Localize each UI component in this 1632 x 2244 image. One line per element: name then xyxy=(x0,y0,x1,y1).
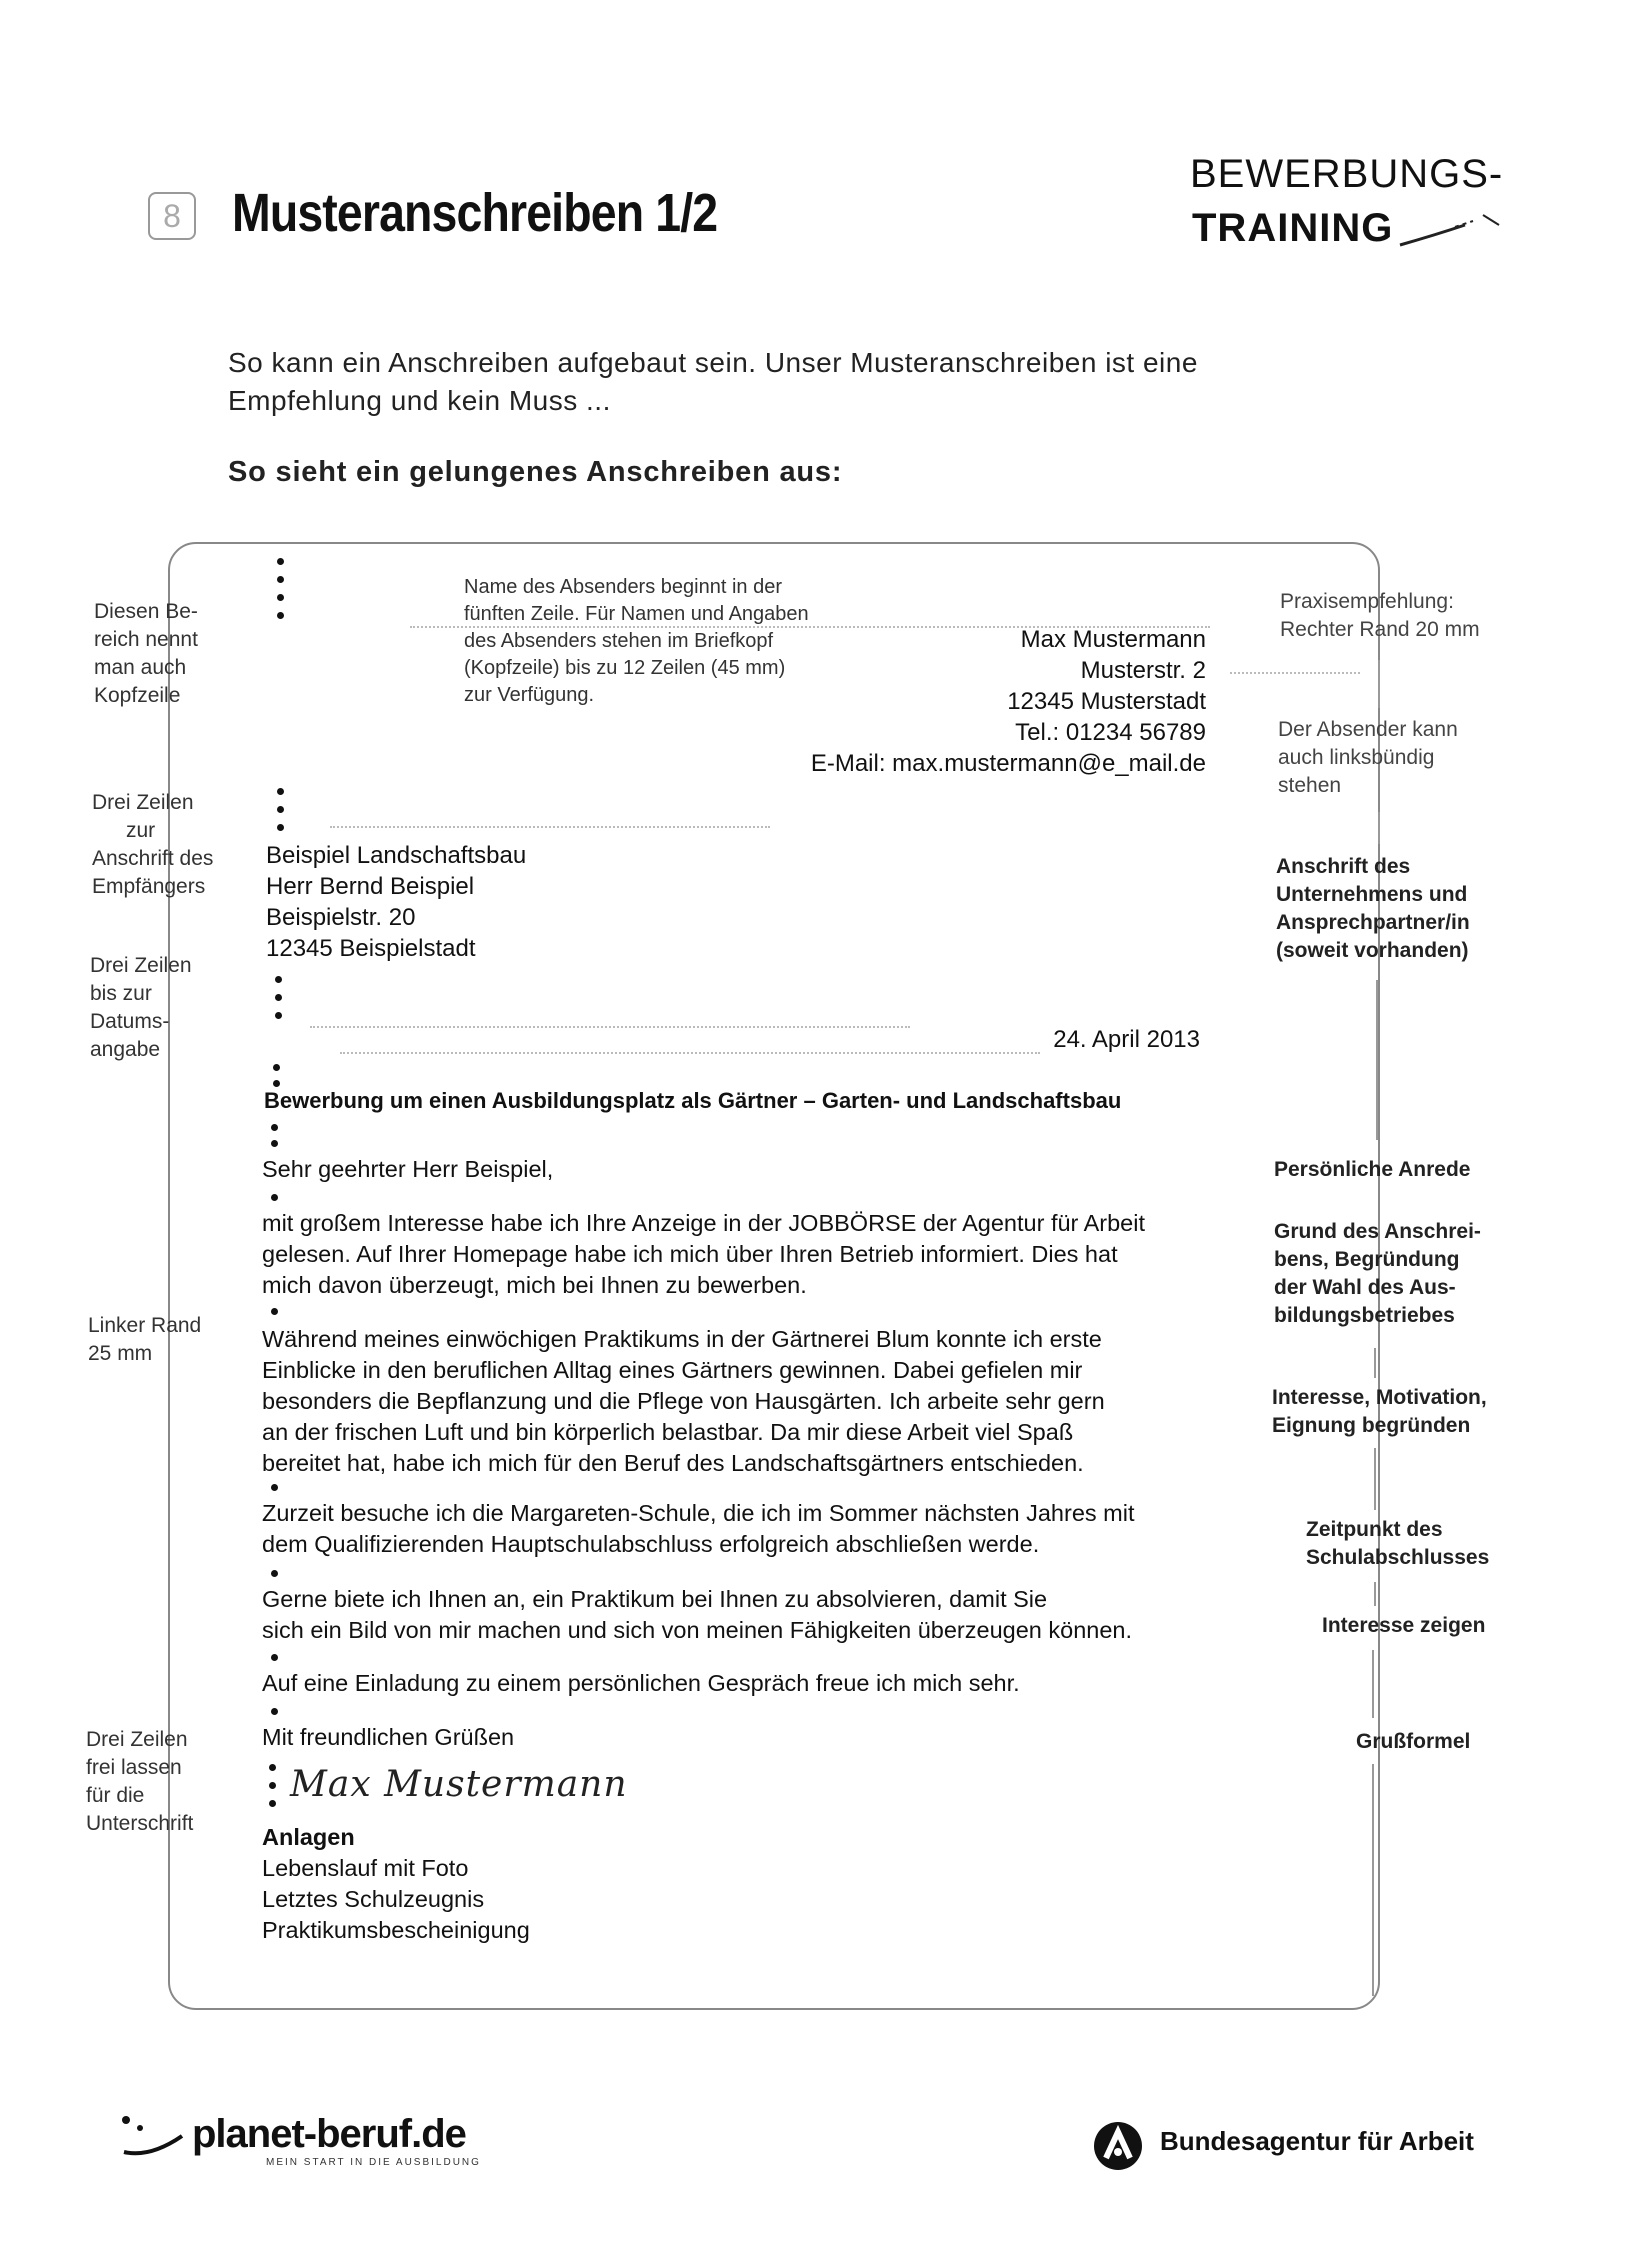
paragraph-line: Einblicke in den beruflichen Alltag eines Gärtners gewinnen. Dabei gefielen mir xyxy=(262,1357,1083,1383)
note-gruss xyxy=(1356,1728,1470,1756)
recipient-block xyxy=(266,840,526,964)
recipient-city: 12345 Beispielstadt xyxy=(266,935,476,962)
line-dot xyxy=(269,1782,276,1789)
line-dot xyxy=(273,1080,280,1087)
note-line: Zeitpunkt des xyxy=(1306,1518,1443,1541)
bundesagentur-name: Bundesagentur für Arbeit xyxy=(1160,2126,1474,2156)
note-line: Persönliche Anrede xyxy=(1274,1158,1471,1181)
note-interesse xyxy=(1272,1384,1487,1440)
note-line: Anschrift des xyxy=(1276,855,1411,878)
note-unterschrift xyxy=(86,1726,193,1838)
note-line: Eignung begründen xyxy=(1272,1414,1471,1437)
paragraph-line: bereitet hat, habe ich mich für den Beruf des Landschaftsgärtners entschieden. xyxy=(262,1450,1084,1476)
line-dot xyxy=(269,1764,276,1771)
note-zeigen xyxy=(1322,1612,1485,1640)
planet-tagline: MEIN START IN DIE AUSBILDUNG xyxy=(266,2157,481,2168)
paragraph-line: Während meines einwöchigen Praktikums in der Gärtnerei Blum konnte ich erste xyxy=(262,1326,1102,1352)
paragraph-line: dem Qualifizierenden Hauptschulabschluss erfolgreich abschließen werde. xyxy=(262,1531,1040,1557)
line-dot xyxy=(277,788,284,795)
note-line: zur Verfügung. xyxy=(464,684,595,706)
note-absender xyxy=(1278,716,1458,800)
note-line: bens, Begründung xyxy=(1274,1248,1460,1271)
note-line: Ansprechpartner/in xyxy=(1276,911,1470,934)
note-line: für die xyxy=(86,1784,145,1807)
paragraph-line: Auf eine Einladung zu einem persönlichen Gespräch freue ich mich sehr. xyxy=(262,1670,1020,1696)
note-kopfzeile xyxy=(94,598,198,710)
paragraph-line: sich ein Bild von mir machen und sich von meinen Fähigkeiten überzeugen können. xyxy=(262,1617,1133,1643)
connector-line xyxy=(1378,660,1380,708)
brand-line-1: BEWERBUNGS- xyxy=(1190,152,1504,196)
paragraph-line: Gerne biete ich Ihnen an, ein Praktikum bei Ihnen zu absolvieren, damit Sie xyxy=(262,1586,1048,1612)
line-dot xyxy=(271,1484,278,1491)
note-line: Drei Zeilen xyxy=(92,791,194,814)
section-icon: 8 xyxy=(148,192,196,240)
note-line: bis zur xyxy=(90,982,152,1005)
line-dot xyxy=(277,558,284,565)
paragraph xyxy=(262,1668,1198,1699)
note-line: Praxisempfehlung: xyxy=(1280,590,1454,613)
note-line: Linker Rand xyxy=(88,1314,202,1337)
paragraph xyxy=(262,1324,1198,1479)
note-rand xyxy=(88,1312,201,1368)
swoosh-icon xyxy=(1395,205,1505,255)
note-line: Diesen Be- xyxy=(94,600,198,623)
sender-email: E-Mail: max.mustermann@e_mail.de xyxy=(810,750,1206,777)
sender-name: Max Mustermann xyxy=(1020,626,1206,653)
connector-line xyxy=(1378,812,1380,844)
page-title: Musteranschreiben 1/2 xyxy=(232,183,718,243)
note-line: Grußformel xyxy=(1356,1730,1471,1753)
connector-line xyxy=(1374,1348,1376,1378)
salutation: Sehr geehrter Herr Beispiel, xyxy=(262,1156,554,1182)
note-line: bildungsbetriebes xyxy=(1274,1304,1455,1327)
line-dot xyxy=(275,976,282,983)
connector-line xyxy=(1374,1582,1376,1606)
note-line: frei lassen xyxy=(86,1756,182,1779)
intro-line: So kann ein Anschreiben aufgebaut sein. Unser Musteranschreiben ist eine xyxy=(228,347,1198,378)
note-line: auch linksbündig xyxy=(1278,746,1435,769)
guide-line xyxy=(310,1026,910,1028)
paragraph-line: mich davon überzeugt, mich bei Ihnen zu bewerben. xyxy=(262,1272,807,1298)
note-line: Empfängers xyxy=(92,875,206,898)
paragraph xyxy=(262,1584,1198,1646)
note-datum xyxy=(90,952,192,1064)
line-dot xyxy=(277,806,284,813)
line-dot xyxy=(269,1800,276,1807)
line-dot xyxy=(277,824,284,831)
attachment-item: Lebenslauf mit Foto xyxy=(262,1855,469,1881)
bundesagentur-logo-icon xyxy=(1092,2120,1144,2172)
line-dot xyxy=(277,576,284,583)
letter-subject: Bewerbung um einen Ausbildungsplatz als Gärtner – Garten- und Landschaftsbau xyxy=(264,1088,1122,1113)
note-line: man auch xyxy=(94,656,187,679)
connector-line xyxy=(1376,980,1378,1140)
paragraph xyxy=(262,1208,1198,1301)
note-line: Kopfzeile xyxy=(94,684,181,707)
note-line: Unternehmens und xyxy=(1276,883,1468,906)
line-dot xyxy=(271,1654,278,1661)
line-dot xyxy=(271,1124,278,1131)
connector-line xyxy=(1374,1448,1376,1510)
line-dot xyxy=(271,1708,278,1715)
paragraph xyxy=(262,1498,1198,1560)
line-dot xyxy=(277,612,284,619)
note-praxis xyxy=(1280,588,1480,644)
note-line: Anschrift des xyxy=(92,847,214,870)
note-line: Interesse zeigen xyxy=(1322,1614,1486,1637)
connector-line xyxy=(1372,1650,1374,1718)
recipient-person: Herr Bernd Beispiel xyxy=(266,873,475,900)
note-line: des Absenders stehen im Briefkopf xyxy=(464,630,774,652)
note-zeitpunkt xyxy=(1306,1516,1489,1572)
note-line: der Wahl des Aus- xyxy=(1274,1276,1456,1299)
paragraph-line: Zurzeit besuche ich die Margareten-Schule, die ich im Sommer nächsten Jahres mit xyxy=(262,1500,1135,1526)
planet-logo-icon xyxy=(120,2112,190,2162)
sender-phone: Tel.: 01234 56789 xyxy=(1015,719,1206,746)
note-anschrift xyxy=(92,789,213,901)
guide-line xyxy=(1230,672,1360,674)
note-anrede xyxy=(1274,1156,1470,1184)
note-line: fünften Zeile. Für Namen und Angaben xyxy=(464,603,809,625)
attachment-item: Letztes Schulzeugnis xyxy=(262,1886,485,1912)
note-line: reich nennt xyxy=(94,628,198,651)
line-dot xyxy=(273,1064,280,1071)
signature: Max Mustermann xyxy=(290,1764,628,1805)
recipient-company: Beispiel Landschaftsbau xyxy=(266,842,527,869)
note-anschrift-unternehmen xyxy=(1276,853,1470,965)
subheading: So sieht ein gelungenes Anschreiben aus: xyxy=(228,456,843,488)
attachments-heading: Anlagen xyxy=(262,1824,355,1850)
attachments xyxy=(262,1822,1198,1946)
note-line: Name des Absenders beginnt in der xyxy=(464,576,782,598)
paragraph-line: besonders die Bepflanzung und die Pflege von Hausgärten. Ich arbeite sehr gern xyxy=(262,1388,1105,1414)
note-line: Interesse, Motivation, xyxy=(1272,1386,1487,1409)
note-line: Unterschrift xyxy=(86,1812,194,1835)
note-line: Datums- xyxy=(90,1010,170,1033)
connector-line xyxy=(1372,1764,1374,1996)
note-line: Drei Zeilen xyxy=(86,1728,188,1751)
guide-line xyxy=(330,826,770,828)
sender-block xyxy=(760,624,1206,779)
recipient-street: Beispielstr. 20 xyxy=(266,904,416,931)
line-dot xyxy=(271,1308,278,1315)
letter-date: 24. April 2013 xyxy=(1053,1026,1200,1053)
brand-line-2: TRAINING xyxy=(1192,206,1394,250)
note-line: Rechter Rand 20 mm xyxy=(1280,618,1480,641)
note-line: Der Absender kann xyxy=(1278,718,1458,741)
note-line: Drei Zeilen xyxy=(90,954,192,977)
sender-street: Musterstr. 2 xyxy=(1080,657,1206,684)
paragraph-line: gelesen. Auf Ihrer Homepage habe ich mich über Ihren Betrieb informiert. Dies hat xyxy=(262,1241,1118,1267)
line-dot xyxy=(275,994,282,1001)
line-dot xyxy=(271,1570,278,1577)
attachment-item: Praktikumsbescheinigung xyxy=(262,1917,530,1943)
note-line: (soweit vorhanden) xyxy=(1276,939,1469,962)
closing: Mit freundlichen Grüßen xyxy=(262,1724,515,1750)
note-line: zur xyxy=(126,819,156,842)
paragraph-line: mit großem Interesse habe ich Ihre Anzeige in der JOBBÖRSE der Agentur für Arbeit xyxy=(262,1210,1145,1236)
note-line: Grund des Anschrei- xyxy=(1274,1220,1481,1243)
note-line: 25 mm xyxy=(88,1342,153,1365)
line-dot xyxy=(277,594,284,601)
note-line: stehen xyxy=(1278,774,1342,797)
note-grund xyxy=(1274,1218,1481,1330)
line-dot xyxy=(275,1012,282,1019)
intro-line: Empfehlung und kein Muss ... xyxy=(228,385,611,416)
note-line: (Kopfzeile) bis zu 12 Zeilen (45 mm) xyxy=(464,657,786,679)
planet-beruf-logo: planet-beruf.de xyxy=(192,2112,466,2156)
intro-text xyxy=(228,344,1308,420)
line-dot xyxy=(271,1194,278,1201)
note-line: angabe xyxy=(90,1038,161,1061)
paragraph-line: an der frischen Luft und bin körperlich belastbar. Da mir diese Arbeit viel Spaß xyxy=(262,1419,1074,1445)
line-dot xyxy=(271,1140,278,1147)
sender-city: 12345 Musterstadt xyxy=(1007,688,1206,715)
note-line: Schulabschlusses xyxy=(1306,1546,1490,1569)
guide-line xyxy=(340,1052,1040,1054)
